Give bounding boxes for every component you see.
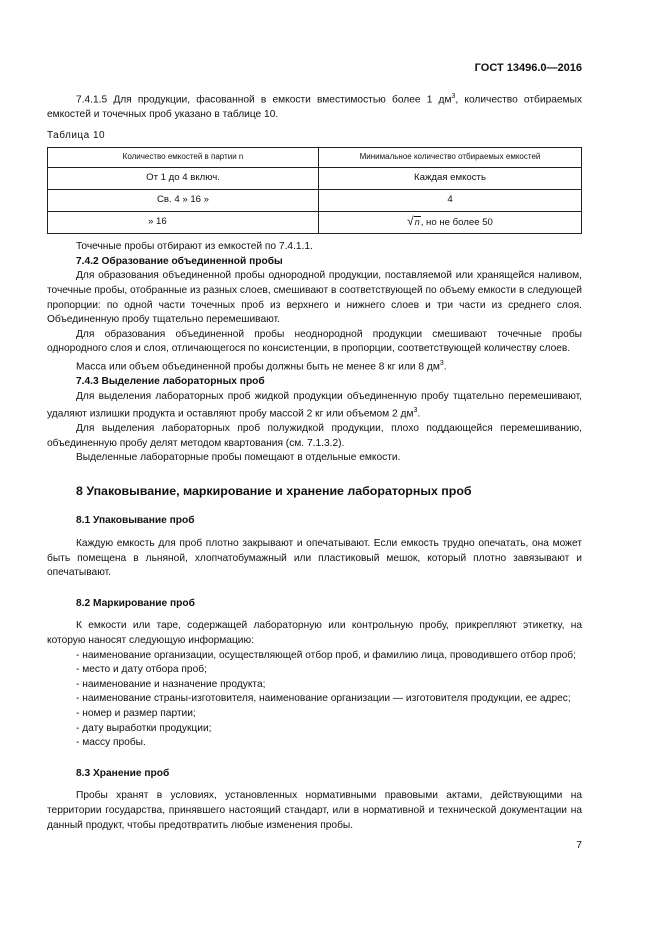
table-cell: Каждая емкость	[319, 168, 582, 190]
paragraph: Точечные пробы отбирают из емкостей по 7.4.1.1.	[76, 241, 313, 253]
paragraph: Для выделения лабораторных проб полужидкой продукции, плохо поддающейся перемешиванию, объединенную пробу делят методом квартования (см. 7.1.3.2).	[47, 423, 582, 449]
table-cell: Св. 4 » 16 »	[48, 190, 319, 212]
paragraph: Каждую емкость для проб плотно закрывают и опечатывают. Если емкость трудно опечатать, она может быть помещена в льняной, хлопчатобумажный или пластиковый мешок, который плотно завязывают и опечатывают.	[47, 538, 582, 579]
table-caption: Таблица 10	[47, 129, 106, 141]
table-row	[48, 212, 582, 234]
table-cell: От 1 до 4 включ.	[48, 168, 319, 190]
paragraph: Для выделения лабораторных проб жидкой продукции объединенную пробу тщательно перемешивают, удаляют излишки продукта и оставляют пробу массой 2 кг или объемом 2 $дм^3$.	[47, 390, 582, 420]
paragraph-7415: 7.4.1.5 Для продукции, фасованной в емкости вместимостью более 1 $дм^3$, количество отбираемых емкостей и точечных проб указано в таблице 10.	[47, 93, 582, 120]
paragraph: Пробы хранят в условиях, установленных нормативными правовыми актами, действующими на территории государства, принявшего настоящий стандарт, или в нормативной и технической документации на данный продукт, чтобы предотвратить любые изменения пробы.	[47, 790, 582, 831]
list-item: - наименование и назначение продукта;	[76, 678, 266, 690]
table-row	[48, 190, 582, 212]
paragraph: К емкости или таре, содержащей лабораторную или контрольную пробу, прикрепляют этикетку, на которую наносят следующую информацию:	[47, 620, 582, 647]
page-number: 7	[576, 840, 582, 851]
heading-743: 7.4.3 Выделение лабораторных проб	[76, 375, 265, 387]
table-row	[48, 168, 582, 190]
table-header-row	[48, 148, 582, 168]
paragraph: Для образования объединенной пробы однородной продукции, поставляемой или хранящейся наливом, точечные пробы, отобранные из разных слоев, смешивают в соответствующей по объему емкости в следующей пропорции: по одной части точечных проб из верхнего и нижнего слоев и три части из среднего слоя. Объединенную пробу тщательно перемешивают.	[47, 270, 582, 326]
section-8-title: 8 Упаковывание, маркирование и хранение лабораторных проб	[76, 483, 472, 498]
table-header-cell: Количество емкостей в партии n	[48, 148, 319, 168]
list-item: - наименование страны-изготовителя, наименование организации — изготовителя продукции, ее адрес;	[76, 693, 571, 705]
sqrt-icon: √	[407, 214, 414, 229]
table-cell: 4	[319, 190, 582, 212]
marking-list	[47, 649, 582, 751]
list-item: - место и дату отбора проб;	[76, 664, 207, 676]
table-cell: » 16	[48, 212, 319, 234]
heading-82: 8.2 Маркирование проб	[76, 597, 195, 609]
table-header-cell: Минимальное количество отбираемых емкостей	[319, 148, 582, 168]
list-item: - наименование организации, осуществляющей отбор проб, и фамилию лица, проводившего отбор проб;	[76, 649, 576, 661]
list-item: - дату выработки продукции;	[76, 722, 212, 734]
paragraph: Масса или объем объединенной пробы должны быть не менее 8 кг или 8 $дм^3$.	[76, 359, 447, 373]
paragraph: Выделенные лабораторные пробы помещают в отдельные емкости.	[76, 452, 401, 464]
standard-header: ГОСТ 13496.0—2016	[474, 62, 582, 74]
list-item: - номер и размер партии;	[76, 707, 196, 719]
paragraph: Для образования объединенной пробы неоднородной продукции смешивают точечные пробы однородного слоя и слоя, отличающегося по консистенции, в пропорции, соответствующей количеству слоев.	[47, 328, 582, 355]
heading-81: 8.1 Упаковывание проб	[76, 515, 195, 527]
heading-742: 7.4.2 Образование объединенной пробы	[76, 255, 283, 267]
heading-83: 8.3 Хранение проб	[76, 767, 170, 779]
document-body	[47, 90, 582, 833]
table-cell-sqrt: √n, но не более 50	[319, 212, 582, 234]
table-10	[47, 147, 582, 234]
list-item: - массу пробы.	[76, 737, 146, 749]
